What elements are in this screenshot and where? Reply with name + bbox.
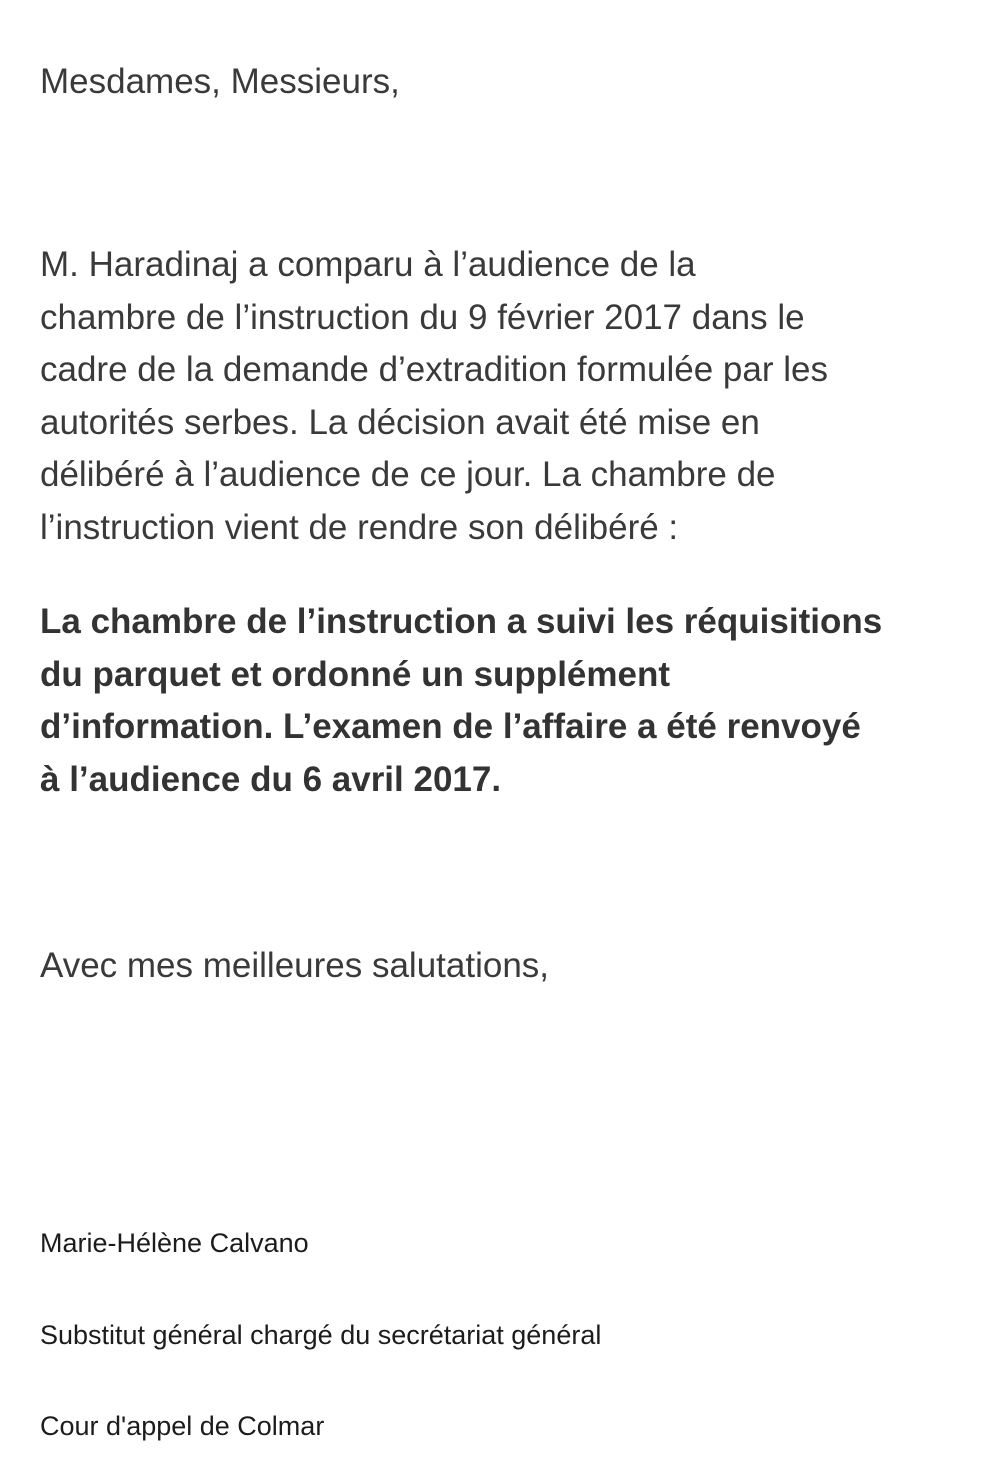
body-line: l’instruction vient de rendre son délibéré : bbox=[40, 507, 679, 547]
greeting: Mesdames, Messieurs, bbox=[40, 62, 400, 101]
decision-paragraph bbox=[40, 596, 970, 806]
decision-line: La chambre de l’instruction a suivi les réquisitions bbox=[40, 602, 883, 641]
closing-salutation: Avec mes meilleures salutations, bbox=[40, 946, 550, 985]
body-line: cadre de la demande d’extradition formulée par les bbox=[40, 350, 828, 389]
body-line: délibéré à l’audience de ce jour. La chambre de bbox=[40, 455, 776, 494]
body-paragraph bbox=[40, 239, 970, 554]
decision-line: à l’audience du 6 avril 2017. bbox=[40, 759, 502, 799]
decision-line: du parquet et ordonné un supplément bbox=[40, 654, 670, 694]
body-line: chambre de l’instruction du 9 février 2017 dans le bbox=[40, 297, 805, 337]
decision-line: d’information. L’examen de l’affaire a été renvoyé bbox=[40, 707, 861, 746]
signature-name: Marie-Hélène Calvano bbox=[40, 1228, 309, 1258]
body-line: M. Haradinaj a comparu à l’audience de la bbox=[40, 245, 696, 284]
signature-title: Substitut général chargé du secrétariat général bbox=[40, 1320, 602, 1350]
signature-court: Cour d'appel de Colmar bbox=[40, 1411, 325, 1441]
body-line: autorités serbes. La décision avait été mise en bbox=[40, 402, 760, 442]
